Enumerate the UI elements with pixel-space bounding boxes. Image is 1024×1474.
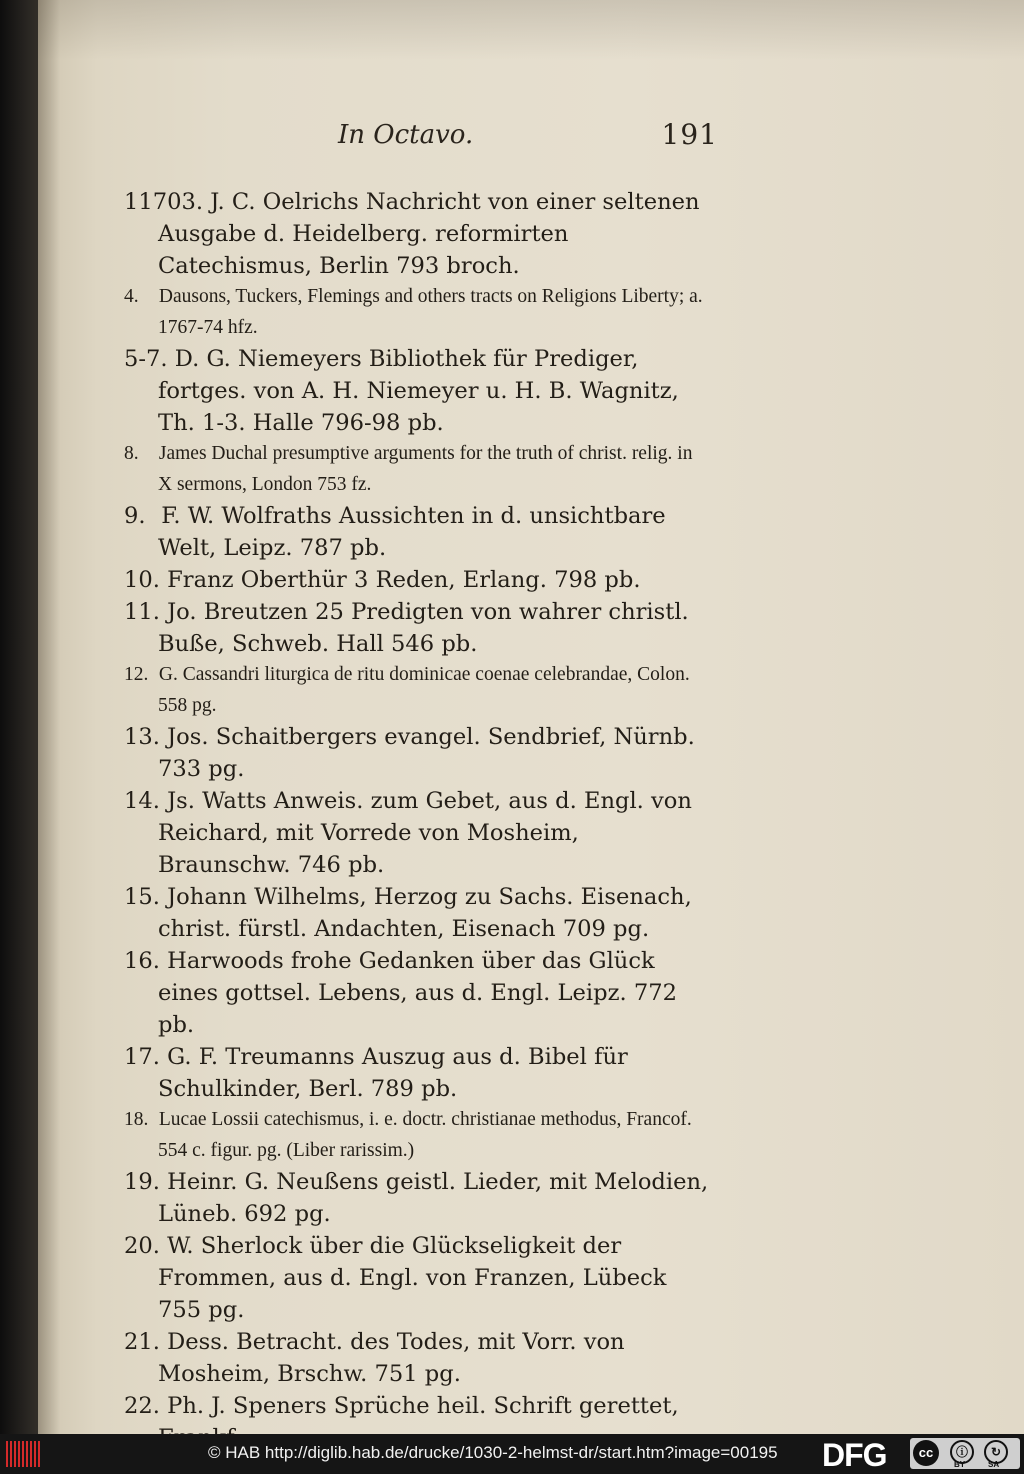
- entry-number: 14.: [124, 788, 160, 814]
- entry-number: 13.: [124, 724, 160, 750]
- catalogue-entry: [124, 500, 710, 564]
- entry-text: G. F. Treumanns Auszug aus d. Bibel für Schulkinder, Berl. 789 pb.: [158, 1044, 628, 1102]
- entry-number: 19.: [124, 1169, 160, 1195]
- catalogue-entry: [124, 186, 710, 282]
- barcode-icon: [6, 1441, 42, 1467]
- entry-text: G. Cassandri liturgica de ritu dominicae coenae celebrandae, Colon. 558 pg.: [158, 664, 690, 716]
- sa-label: SA: [988, 1460, 1000, 1469]
- entry-text: D. G. Niemeyers Bibliothek für Prediger, fortges. von A. H. Niemeyer u. H. B. Wagnitz, Th. 1-3. Halle 796-98 pb.: [158, 346, 679, 436]
- cc-icon: cc: [913, 1440, 939, 1466]
- entry-number: 18.: [124, 1109, 149, 1130]
- viewer-footer: [0, 1434, 1024, 1473]
- catalogue-entry: [124, 596, 710, 660]
- entry-number: 10.: [124, 567, 160, 593]
- entry-text: J. C. Oelrichs Nachricht von einer seltenen Ausgabe d. Heidelberg. reformirten Catechismus, Berlin 793 broch.: [158, 189, 700, 279]
- catalogue-entry: [124, 343, 710, 439]
- catalogue-entry: [124, 564, 710, 596]
- entry-number: 21.: [124, 1329, 160, 1355]
- entry-number: 12.: [124, 664, 149, 685]
- entry-text: Js. Watts Anweis. zum Gebet, aus d. Engl. von Reichard, mit Vorrede von Mosheim, Braunschw. 746 pb.: [158, 788, 692, 878]
- copyright-link[interactable]: © HAB http://diglib.hab.de/drucke/1030-2-helmst-dr/start.htm?image=00195: [208, 1443, 778, 1462]
- entry-number: 8.: [124, 443, 139, 464]
- entry-text: Dausons, Tuckers, Flemings and others tracts on Religions Liberty; a. 1767-74 hfz.: [158, 286, 703, 338]
- entry-text: James Duchal presumptive arguments for the truth of christ. relig. in X sermons, London 753 fz.: [158, 443, 693, 495]
- entry-number: 20.: [124, 1233, 160, 1259]
- entry-number: 11.: [124, 599, 160, 625]
- dfg-logo: DFG: [822, 1437, 887, 1473]
- entry-number: 4.: [124, 286, 139, 307]
- catalogue-entry: [124, 881, 710, 945]
- entry-number: 5-7.: [124, 346, 168, 372]
- catalogue-entry: [124, 1041, 710, 1105]
- cc-license-badge[interactable]: [910, 1438, 1020, 1469]
- entry-text: Jo. Breutzen 25 Predigten von wahrer christl. Buße, Schweb. Hall 546 pb.: [158, 599, 689, 657]
- entry-number: 15.: [124, 884, 160, 910]
- running-head: In Octavo.: [338, 120, 474, 150]
- entry-text: Ph. J. Speners Sprüche heil. Schrift gerettet,: [167, 1393, 679, 1419]
- catalogue-entries: [124, 186, 710, 1454]
- catalogue-entry: [124, 785, 710, 881]
- catalogue-entry: [124, 1166, 710, 1230]
- entry-text: Franz Oberthür 3 Reden, Erlang. 798 pb.: [167, 567, 641, 593]
- entry-text: Dess. Betracht. des Todes, mit Vorr. von Mosheim, Brschw. 751 pg.: [158, 1329, 625, 1387]
- catalogue-entry: [124, 660, 710, 721]
- share-alike-icon: ↻: [984, 1440, 1008, 1464]
- catalogue-entry: [124, 1326, 710, 1390]
- by-label: BY: [954, 1460, 966, 1469]
- page-header: [298, 118, 718, 158]
- catalogue-entry: [124, 1230, 710, 1326]
- catalogue-entry: [124, 721, 710, 785]
- catalogue-entry: [124, 282, 710, 343]
- entry-text: Heinr. G. Neußens geistl. Lieder, mit Melodien, Lüneb. 692 pg.: [158, 1169, 709, 1227]
- catalogue-entry: [124, 439, 710, 500]
- entry-text: F. W. Wolfraths Aussichten in d. unsichtbare Welt, Leipz. 787 pb.: [158, 503, 666, 561]
- entry-number: 16.: [124, 948, 160, 974]
- entry-text: Harwoods frohe Gedanken über das Glück eines gottsel. Lebens, aus d. Engl. Leipz. 772 pb.: [158, 948, 677, 1038]
- entry-text: W. Sherlock über die Glückseligkeit der Frommen, aus d. Engl. von Franzen, Lübeck 755 pg.: [158, 1233, 667, 1323]
- attribution-icon: ⓘ: [950, 1440, 974, 1464]
- entry-number: 22.: [124, 1393, 160, 1419]
- entry-text: Lucae Lossii catechismus, i. e. doctr. christianae methodus, Francof. 554 c. figur. pg. (Liber rarissim.): [158, 1109, 692, 1161]
- entry-number: 11703.: [124, 189, 204, 215]
- entry-number: 17.: [124, 1044, 160, 1070]
- book-page: [38, 0, 1024, 1434]
- catalogue-entry: [124, 1105, 710, 1166]
- catalogue-entry: [124, 945, 710, 1041]
- entry-text: Johann Wilhelms, Herzog zu Sachs. Eisenach, christ. fürstl. Andachten, Eisenach 709 pg.: [158, 884, 692, 942]
- entry-text: Jos. Schaitbergers evangel. Sendbrief, Nürnb. 733 pg.: [158, 724, 695, 782]
- entry-number: 9.: [124, 503, 146, 529]
- page-number: 191: [661, 118, 718, 151]
